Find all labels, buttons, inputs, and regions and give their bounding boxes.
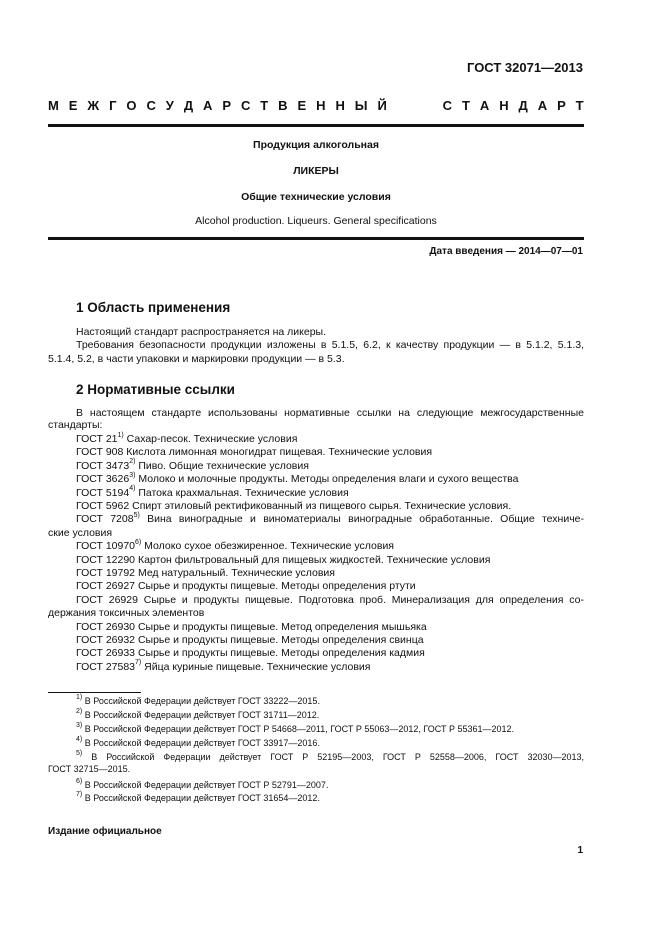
document-title: ЛИКЕРЫ xyxy=(293,165,339,177)
reference-code: ГОСТ 26932 xyxy=(76,634,136,646)
page-number: 1 xyxy=(577,845,583,856)
top-rule xyxy=(48,124,584,127)
banner-letter: Ы xyxy=(354,98,368,113)
reference-code: ГОСТ 5194 xyxy=(76,486,130,499)
banner-letter: У xyxy=(165,98,174,113)
section-2-intro-line-1: В настоящем стандарте использованы нормативные ссылки на следующие межгосударственные xyxy=(76,407,584,419)
reference-code: ГОСТ 3473 xyxy=(76,459,130,472)
footnote-text: В Российской Федерации действует ГОСТ Р 54668—2011, ГОСТ Р 55063—2012, ГОСТ Р 55361—2012. xyxy=(82,723,515,734)
reference-title: Молоко сухое обезжиренное. Технические условия xyxy=(141,540,394,553)
reference-item xyxy=(76,513,584,526)
reference-code: ГОСТ 21 xyxy=(76,433,118,445)
reference-title: Сахар-песок. Технические условия xyxy=(123,433,298,445)
reference-footnote-mark: 5) xyxy=(133,511,140,519)
banner-letter: М xyxy=(48,98,59,113)
footnote xyxy=(76,707,584,721)
reference-title: Спирт этиловый ректификованный из пищевого сырья. Технические условия. xyxy=(129,500,512,512)
banner-letter: С xyxy=(146,98,156,113)
banner-letter: Н xyxy=(335,98,345,113)
reference-code: ГОСТ 3626 xyxy=(76,473,130,486)
reference-item xyxy=(76,567,584,580)
footnote xyxy=(76,793,584,804)
footnote xyxy=(76,735,584,749)
footnote-text: В Российской Федерации действует ГОСТ 31711—2012. xyxy=(82,709,320,720)
reference-title: Сырье и продукты пищевые. Методы определения ртути xyxy=(135,580,416,593)
banner-letter: С xyxy=(240,98,251,113)
reference-title: Молоко и молочные продукты. Методы определения влаги и сухого вещества xyxy=(135,473,519,486)
reference-footnote-mark: 4) xyxy=(129,485,136,493)
reference-item xyxy=(76,621,584,634)
reference-item xyxy=(76,487,584,500)
title-rule xyxy=(48,237,584,240)
reference-code: ГОСТ 908 xyxy=(76,446,124,459)
banner-letter: Д xyxy=(183,98,194,113)
banner-letter: А xyxy=(537,98,548,113)
gost-number: ГОСТ 32071—2013 xyxy=(467,60,583,75)
reference-title: Сырье и продукты пищевые. Метод определения мышьяка xyxy=(135,620,427,633)
reference-code: ГОСТ 10970 xyxy=(76,540,136,553)
banner-letter: Й xyxy=(377,98,387,113)
introduction-date: Дата введения — 2014—07—01 xyxy=(429,246,583,257)
reference-code: ГОСТ 27583 xyxy=(76,660,136,673)
official-edition-label: Издание официальное xyxy=(48,826,162,837)
reference-footnote-mark: 1) xyxy=(117,431,124,439)
reference-title: Пиво. Общие технические условия xyxy=(135,459,309,472)
footnote-text: В Российской Федерации действует ГОСТ 33917—2016. xyxy=(82,737,320,748)
footnote-text: В Российской Федерации действует ГОСТ Р 52195—2003, ГОСТ Р 52558—2006, ГОСТ 32030—2013, xyxy=(82,751,584,762)
reference-code: ГОСТ 7208 xyxy=(76,513,134,526)
banner-letter: А xyxy=(479,98,490,113)
english-title: Alcohol production. Liqueurs. General specifications xyxy=(195,215,437,227)
banner-letter: С xyxy=(442,98,453,113)
reference-item xyxy=(76,580,584,593)
footnote-text: В Российской Федерации действует ГОСТ 31654—2012. xyxy=(82,793,320,804)
reference-item xyxy=(76,473,584,486)
reference-item xyxy=(76,634,584,647)
footnote-text: В Российской Федерации действует ГОСТ Р 52791—2007. xyxy=(82,779,329,790)
reference-item xyxy=(76,540,584,553)
reference-code: ГОСТ 26930 xyxy=(76,620,136,633)
banner-letter: Е xyxy=(68,98,78,113)
reference-item xyxy=(76,594,584,607)
reference-item xyxy=(76,500,584,513)
reference-title: Яйца куриные пищевые. Технические условия xyxy=(141,660,371,673)
reference-code: ГОСТ 26927 xyxy=(76,580,136,593)
reference-title: Кислота лимонная моногидрат пищевая. Технические условия xyxy=(123,446,433,459)
reference-footnote-mark: 6) xyxy=(135,538,142,546)
section-1-heading: 1 Область применения xyxy=(76,300,231,315)
reference-title-continuation: ские условия xyxy=(48,526,113,539)
reference-footnote-mark: 7) xyxy=(135,659,142,667)
footnote-continuation xyxy=(48,764,584,775)
reference-item xyxy=(76,446,584,459)
reference-code: ГОСТ 12290 xyxy=(76,553,136,566)
reference-title: Мед натуральный. Технические условия xyxy=(135,567,335,579)
banner-letter: Н xyxy=(316,98,326,113)
banner-letter: В xyxy=(278,98,288,113)
footnote-mark: 3) xyxy=(76,721,83,729)
footnote xyxy=(76,749,584,763)
reference-title: Картон фильтровальный для пищевых жидкостей. Технические условия xyxy=(135,553,491,566)
banner-letter: Р xyxy=(222,98,232,113)
section-1-paragraph-2-line-2: 5.1.4, 5.2, в части упаковки и маркировки продукции — в 5.3. xyxy=(48,353,345,365)
reference-code: ГОСТ 5962 xyxy=(76,500,130,512)
banner-letter: А xyxy=(203,98,213,113)
document-subtitle: Общие технические условия xyxy=(241,191,391,203)
section-2-intro-line-2: стандарты: xyxy=(48,419,103,431)
banner-letter: Т xyxy=(260,98,269,113)
banner-letter: Н xyxy=(499,98,509,113)
reference-item-continuation xyxy=(48,607,584,620)
footnote-mark: 2) xyxy=(76,707,83,715)
reference-title-continuation: держания токсичных элементов xyxy=(48,607,205,620)
banner-letter: Е xyxy=(297,98,307,113)
reference-title: Вина виноградные и виноматериалы виноградные обработанные. Общие техниче- xyxy=(139,513,585,526)
reference-title: Сырье и продукты пищевые. Методы определения кадмия xyxy=(135,647,425,660)
footnote-mark: 5) xyxy=(76,749,83,757)
reference-footnote-mark: 3) xyxy=(129,471,136,479)
reference-item-continuation xyxy=(48,527,584,540)
reference-title: Сырье и продукты пищевые. Подготовка проб. Минерализация для определения со- xyxy=(137,593,584,606)
reference-title: Патока крахмальная. Технические условия xyxy=(135,486,349,499)
footnote xyxy=(76,721,584,735)
footnote xyxy=(76,696,584,707)
banner-letter: Г xyxy=(109,98,117,113)
footnote-mark: 4) xyxy=(76,735,83,743)
footnote-text: В Российской Федерации действует ГОСТ 33222—2015. xyxy=(82,696,320,706)
reference-code: ГОСТ 19792 xyxy=(76,567,136,579)
banner-letter: Т xyxy=(575,98,584,113)
banner-letter: Ж xyxy=(87,98,100,113)
banner-letter: Т xyxy=(461,98,470,113)
reference-item xyxy=(76,647,584,660)
footnote-mark: 6) xyxy=(76,777,83,785)
interstate-standard-banner xyxy=(48,98,584,113)
reference-footnote-mark: 2) xyxy=(129,458,136,466)
banner-letter: О xyxy=(126,98,137,113)
reference-title: Сырье и продукты пищевые. Методы определения свинца xyxy=(135,634,424,646)
banner-letter: Д xyxy=(518,98,528,113)
reference-item xyxy=(76,460,584,473)
reference-code: ГОСТ 26933 xyxy=(76,647,136,660)
reference-code: ГОСТ 26929 xyxy=(76,593,138,606)
banner-letter: Р xyxy=(557,98,566,113)
reference-item xyxy=(76,554,584,567)
section-2-heading: 2 Нормативные ссылки xyxy=(76,382,235,397)
footnote-mark: 1) xyxy=(76,694,83,701)
footnote-text-continuation: ГОСТ 32715—2015. xyxy=(48,763,131,774)
product-category: Продукция алкогольная xyxy=(253,139,379,151)
reference-item xyxy=(76,433,584,446)
footnote-separator xyxy=(48,692,141,693)
reference-item xyxy=(76,661,584,674)
footnote-mark: 7) xyxy=(76,791,83,799)
section-1-paragraph-2-line-1: Требования безопасности продукции изложены в 5.1.5, 6.2, к качеству продукции — в 5.1.2, 5.1.3, xyxy=(76,339,584,351)
section-1-paragraph-1: Настоящий стандарт распространяется на ликеры. xyxy=(76,326,327,338)
banner-word-gap xyxy=(397,98,433,113)
footnote xyxy=(76,777,584,791)
